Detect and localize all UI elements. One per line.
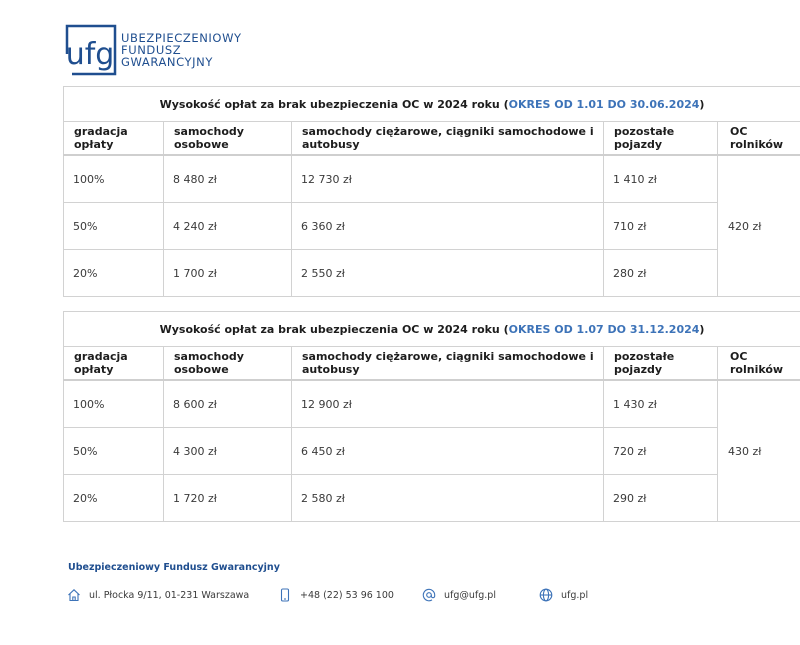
column-header-pozostale: pozostałe pojazdy	[604, 347, 718, 381]
cell-gradacja: 50%	[64, 203, 164, 250]
footer-company-name: Ubezpieczeniowy Fundusz Gwarancyjny	[68, 562, 280, 573]
cell-osobowe: 1 700 zł	[164, 250, 292, 297]
email-link[interactable]: ufg@ufg.pl	[444, 589, 496, 601]
logo-line-1: UBEZPIECZENIOWY	[121, 31, 242, 45]
cell-oc-rolnikow: 430 zł	[718, 380, 800, 522]
fees-table-first-half	[63, 86, 800, 297]
ufg-logo	[65, 24, 242, 76]
column-header-osobowe: samochody osobowe	[164, 347, 292, 381]
cell-pozostale: 1 430 zł	[604, 380, 718, 428]
phone-text[interactable]: +48 (22) 53 96 100	[300, 589, 394, 601]
cell-pozostale: 290 zł	[604, 475, 718, 522]
table-title: Wysokość opłat za brak ubezpieczenia OC w 2024 roku (OKRES OD 1.07 DO 31.12.2024)	[64, 312, 800, 347]
column-header-ciezarowe: samochody ciężarowe, ciągniki samochodowe i autobusy	[292, 347, 604, 381]
fees-table-second-half	[63, 311, 800, 522]
footer-email[interactable]	[422, 588, 496, 602]
cell-osobowe: 8 600 zł	[164, 380, 292, 428]
column-header-pozostale: pozostałe pojazdy	[604, 122, 718, 156]
table-row	[64, 475, 800, 522]
column-header-oc-rolnikow: OC rolników	[718, 347, 800, 381]
footer-phone[interactable]	[278, 588, 394, 602]
cell-gradacja: 20%	[64, 475, 164, 522]
column-header-osobowe: samochody osobowe	[164, 122, 292, 156]
cell-ciezarowe: 6 450 zł	[292, 428, 604, 475]
column-header-gradacja: gradacja opłaty	[64, 122, 164, 156]
table-row	[64, 155, 800, 203]
cell-ciezarowe: 12 900 zł	[292, 380, 604, 428]
table-row	[64, 380, 800, 428]
cell-osobowe: 8 480 zł	[164, 155, 292, 203]
column-header-oc-rolnikow: OC rolników	[718, 122, 800, 156]
address-text: ul. Płocka 9/11, 01-231 Warszawa	[89, 589, 250, 601]
cell-pozostale: 720 zł	[604, 428, 718, 475]
footer-website[interactable]	[539, 588, 588, 602]
cell-pozostale: 280 zł	[604, 250, 718, 297]
table-row	[64, 250, 800, 297]
logo-wordmark	[121, 32, 242, 68]
logo-line-2: FUNDUSZ	[121, 43, 182, 57]
cell-pozostale: 710 zł	[604, 203, 718, 250]
cell-oc-rolnikow: 420 zł	[718, 155, 800, 297]
cell-ciezarowe: 6 360 zł	[292, 203, 604, 250]
table-period: OKRES OD 1.01 DO 30.06.2024	[508, 97, 700, 111]
table-row	[64, 428, 800, 475]
website-link[interactable]: ufg.pl	[561, 589, 589, 601]
cell-osobowe: 1 720 zł	[164, 475, 292, 522]
home-icon	[67, 588, 81, 602]
logo-line-3: GWARANCYJNY	[121, 55, 213, 69]
cell-ciezarowe: 2 580 zł	[292, 475, 604, 522]
globe-icon	[539, 588, 553, 602]
cell-gradacja: 100%	[64, 155, 164, 203]
cell-ciezarowe: 2 550 zł	[292, 250, 604, 297]
cell-osobowe: 4 300 zł	[164, 428, 292, 475]
footer-address	[67, 588, 249, 602]
column-header-gradacja: gradacja opłaty	[64, 347, 164, 381]
column-header-ciezarowe: samochody ciężarowe, ciągniki samochodowe i autobusy	[292, 122, 604, 156]
cell-gradacja: 100%	[64, 380, 164, 428]
cell-ciezarowe: 12 730 zł	[292, 155, 604, 203]
table-title: Wysokość opłat za brak ubezpieczenia OC w 2024 roku (OKRES OD 1.01 DO 30.06.2024)	[64, 87, 800, 122]
cell-pozostale: 1 410 zł	[604, 155, 718, 203]
at-icon	[422, 588, 436, 602]
ufg-logo-mark	[65, 24, 117, 76]
cell-gradacja: 50%	[64, 428, 164, 475]
table-period: OKRES OD 1.07 DO 31.12.2024	[508, 322, 700, 336]
table-row	[64, 203, 800, 250]
phone-icon	[278, 588, 292, 602]
cell-gradacja: 20%	[64, 250, 164, 297]
svg-text:ufg: ufg	[65, 37, 115, 72]
cell-osobowe: 4 240 zł	[164, 203, 292, 250]
